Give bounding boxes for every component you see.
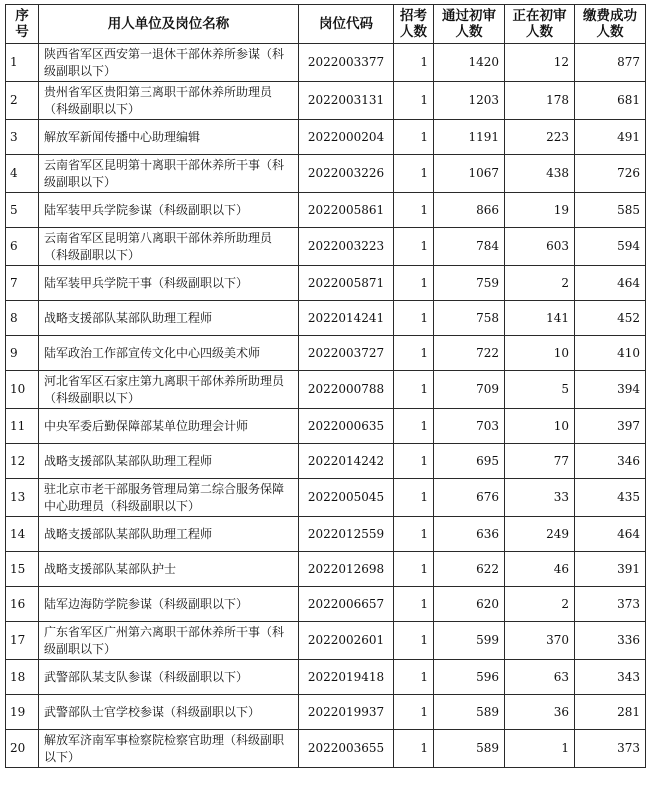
table-body [6, 44, 646, 768]
row-paid-count: 281 [575, 695, 646, 730]
row-reviewing-count: 33 [505, 479, 575, 517]
row-seq: 5 [6, 193, 39, 228]
header-passed [434, 5, 505, 44]
row-passed-count: 695 [434, 444, 505, 479]
table-row [6, 444, 646, 479]
row-recruit-count: 1 [394, 228, 434, 266]
row-position-code: 2022000204 [299, 120, 394, 155]
row-passed-count: 784 [434, 228, 505, 266]
row-passed-count: 636 [434, 517, 505, 552]
row-paid-count: 410 [575, 336, 646, 371]
row-position-code: 2022000635 [299, 409, 394, 444]
row-position-code: 2022014241 [299, 301, 394, 336]
row-seq: 8 [6, 301, 39, 336]
row-position-name: 河北省军区石家庄第九离职干部休养所助理员（科级副职以下） [39, 371, 299, 409]
table-row [6, 552, 646, 587]
table-row [6, 228, 646, 266]
header-paid-line1: 缴费成功 [583, 8, 637, 24]
row-seq: 7 [6, 266, 39, 301]
row-position-name: 陆军边海防学院参谋（科级副职以下） [39, 587, 299, 622]
row-position-code: 2022003377 [299, 44, 394, 82]
row-passed-count: 1420 [434, 44, 505, 82]
row-paid-count: 394 [575, 371, 646, 409]
row-recruit-count: 1 [394, 266, 434, 301]
row-passed-count: 1067 [434, 155, 505, 193]
table-row [6, 266, 646, 301]
row-reviewing-count: 10 [505, 409, 575, 444]
row-position-code: 2022019418 [299, 660, 394, 695]
row-recruit-count: 1 [394, 552, 434, 587]
row-reviewing-count: 2 [505, 266, 575, 301]
header-paid-line2: 人数 [596, 24, 624, 40]
row-seq: 14 [6, 517, 39, 552]
row-position-code: 2022003655 [299, 730, 394, 768]
row-passed-count: 599 [434, 622, 505, 660]
row-passed-count: 722 [434, 336, 505, 371]
row-position-code: 2022005045 [299, 479, 394, 517]
row-paid-count: 397 [575, 409, 646, 444]
row-paid-count: 681 [575, 82, 646, 120]
row-seq: 1 [6, 44, 39, 82]
table-row [6, 479, 646, 517]
row-position-name: 贵州省军区贵阳第三离职干部休养所助理员（科级副职以下） [39, 82, 299, 120]
row-recruit-count: 1 [394, 517, 434, 552]
row-position-code: 2022006657 [299, 587, 394, 622]
row-position-code: 2022005861 [299, 193, 394, 228]
table-row [6, 695, 646, 730]
row-passed-count: 1203 [434, 82, 505, 120]
applicant-table [5, 4, 646, 768]
row-position-name: 战略支援部队某部队助理工程师 [39, 301, 299, 336]
row-recruit-count: 1 [394, 120, 434, 155]
header-reviewing-line1: 正在初审 [512, 8, 567, 24]
row-position-code: 2022003223 [299, 228, 394, 266]
row-recruit-count: 1 [394, 155, 434, 193]
row-paid-count: 336 [575, 622, 646, 660]
row-passed-count: 676 [434, 479, 505, 517]
table-row [6, 82, 646, 120]
row-position-name: 驻北京市老干部服务管理局第二综合服务保障中心助理员（科级副职以下） [39, 479, 299, 517]
row-recruit-count: 1 [394, 371, 434, 409]
row-position-name: 战略支援部队某部队助理工程师 [39, 517, 299, 552]
row-paid-count: 877 [575, 44, 646, 82]
row-passed-count: 758 [434, 301, 505, 336]
row-position-code: 2022003131 [299, 82, 394, 120]
row-paid-count: 346 [575, 444, 646, 479]
row-reviewing-count: 10 [505, 336, 575, 371]
row-reviewing-count: 63 [505, 660, 575, 695]
row-seq: 16 [6, 587, 39, 622]
row-recruit-count: 1 [394, 193, 434, 228]
row-recruit-count: 1 [394, 660, 434, 695]
row-seq: 2 [6, 82, 39, 120]
header-name: 用人单位及岗位名称 [39, 5, 299, 44]
row-position-code: 2022003727 [299, 336, 394, 371]
row-passed-count: 709 [434, 371, 505, 409]
row-reviewing-count: 1 [505, 730, 575, 768]
row-seq: 13 [6, 479, 39, 517]
row-reviewing-count: 178 [505, 82, 575, 120]
row-position-code: 2022014242 [299, 444, 394, 479]
row-position-code: 2022005871 [299, 266, 394, 301]
row-recruit-count: 1 [394, 44, 434, 82]
row-passed-count: 596 [434, 660, 505, 695]
row-paid-count: 491 [575, 120, 646, 155]
row-seq: 15 [6, 552, 39, 587]
row-recruit-count: 1 [394, 479, 434, 517]
header-reviewing [505, 5, 575, 44]
row-paid-count: 373 [575, 730, 646, 768]
header-passed-line1: 通过初审 [442, 8, 496, 24]
row-reviewing-count: 603 [505, 228, 575, 266]
row-reviewing-count: 141 [505, 301, 575, 336]
row-seq: 19 [6, 695, 39, 730]
row-paid-count: 726 [575, 155, 646, 193]
row-recruit-count: 1 [394, 695, 434, 730]
row-seq: 20 [6, 730, 39, 768]
row-passed-count: 589 [434, 695, 505, 730]
row-position-name: 解放军新闻传播中心助理编辑 [39, 120, 299, 155]
row-reviewing-count: 36 [505, 695, 575, 730]
table-row [6, 660, 646, 695]
row-paid-count: 585 [575, 193, 646, 228]
row-position-name: 武警部队某支队参谋（科级副职以下） [39, 660, 299, 695]
row-reviewing-count: 5 [505, 371, 575, 409]
row-seq: 11 [6, 409, 39, 444]
row-position-name: 解放军济南军事检察院检察官助理（科级副职以下） [39, 730, 299, 768]
row-passed-count: 866 [434, 193, 505, 228]
row-position-name: 陆军政治工作部宣传文化中心四级美术师 [39, 336, 299, 371]
header-paid [575, 5, 646, 44]
header-passed-line2: 人数 [455, 24, 483, 40]
row-seq: 6 [6, 228, 39, 266]
table-row [6, 44, 646, 82]
header-seq [6, 5, 39, 44]
row-reviewing-count: 370 [505, 622, 575, 660]
row-recruit-count: 1 [394, 444, 434, 479]
row-position-name: 广东省军区广州第六离职干部休养所干事（科级副职以下） [39, 622, 299, 660]
row-passed-count: 703 [434, 409, 505, 444]
row-seq: 9 [6, 336, 39, 371]
row-passed-count: 622 [434, 552, 505, 587]
row-paid-count: 464 [575, 517, 646, 552]
row-reviewing-count: 77 [505, 444, 575, 479]
row-seq: 10 [6, 371, 39, 409]
table-row [6, 193, 646, 228]
row-paid-count: 435 [575, 479, 646, 517]
row-paid-count: 373 [575, 587, 646, 622]
row-paid-count: 343 [575, 660, 646, 695]
row-position-name: 武警部队士官学校参谋（科级副职以下） [39, 695, 299, 730]
row-seq: 18 [6, 660, 39, 695]
header-seq-line2: 号 [15, 24, 29, 40]
row-position-code: 2022019937 [299, 695, 394, 730]
table-row [6, 587, 646, 622]
row-paid-count: 452 [575, 301, 646, 336]
row-seq: 3 [6, 120, 39, 155]
row-position-code: 2022012698 [299, 552, 394, 587]
row-reviewing-count: 12 [505, 44, 575, 82]
header-recruit-line2: 人数 [400, 24, 427, 40]
row-passed-count: 620 [434, 587, 505, 622]
row-reviewing-count: 2 [505, 587, 575, 622]
row-recruit-count: 1 [394, 622, 434, 660]
row-seq: 17 [6, 622, 39, 660]
row-position-name: 陆军装甲兵学院干事（科级副职以下） [39, 266, 299, 301]
row-paid-count: 594 [575, 228, 646, 266]
row-position-name: 陕西省军区西安第一退休干部休养所参谋（科级副职以下） [39, 44, 299, 82]
row-reviewing-count: 46 [505, 552, 575, 587]
row-passed-count: 759 [434, 266, 505, 301]
row-position-name: 战略支援部队某部队护士 [39, 552, 299, 587]
row-recruit-count: 1 [394, 336, 434, 371]
table-row [6, 517, 646, 552]
row-reviewing-count: 19 [505, 193, 575, 228]
table-row [6, 120, 646, 155]
row-reviewing-count: 249 [505, 517, 575, 552]
row-recruit-count: 1 [394, 587, 434, 622]
row-position-code: 2022002601 [299, 622, 394, 660]
table-row [6, 409, 646, 444]
row-seq: 12 [6, 444, 39, 479]
header-seq-line1: 序 [15, 8, 29, 24]
row-paid-count: 464 [575, 266, 646, 301]
row-position-name: 云南省军区昆明第八离职干部休养所助理员（科级副职以下） [39, 228, 299, 266]
table-row [6, 622, 646, 660]
header-reviewing-line2: 人数 [526, 24, 553, 40]
table-row [6, 301, 646, 336]
row-paid-count: 391 [575, 552, 646, 587]
row-position-name: 云南省军区昆明第十离职干部休养所干事（科级副职以下） [39, 155, 299, 193]
row-reviewing-count: 223 [505, 120, 575, 155]
row-position-code: 2022012559 [299, 517, 394, 552]
row-recruit-count: 1 [394, 82, 434, 120]
row-passed-count: 589 [434, 730, 505, 768]
row-reviewing-count: 438 [505, 155, 575, 193]
header-row [6, 5, 646, 44]
header-recruit [394, 5, 434, 44]
table-row [6, 371, 646, 409]
row-recruit-count: 1 [394, 409, 434, 444]
header-code: 岗位代码 [299, 5, 394, 44]
row-position-code: 2022000788 [299, 371, 394, 409]
row-position-code: 2022003226 [299, 155, 394, 193]
header-recruit-line1: 招考 [400, 8, 427, 24]
table-row [6, 730, 646, 768]
table-row [6, 336, 646, 371]
row-recruit-count: 1 [394, 301, 434, 336]
row-position-name: 中央军委后勤保障部某单位助理会计师 [39, 409, 299, 444]
table-row [6, 155, 646, 193]
row-position-name: 陆军装甲兵学院参谋（科级副职以下） [39, 193, 299, 228]
row-recruit-count: 1 [394, 730, 434, 768]
row-position-name: 战略支援部队某部队助理工程师 [39, 444, 299, 479]
row-seq: 4 [6, 155, 39, 193]
row-passed-count: 1191 [434, 120, 505, 155]
